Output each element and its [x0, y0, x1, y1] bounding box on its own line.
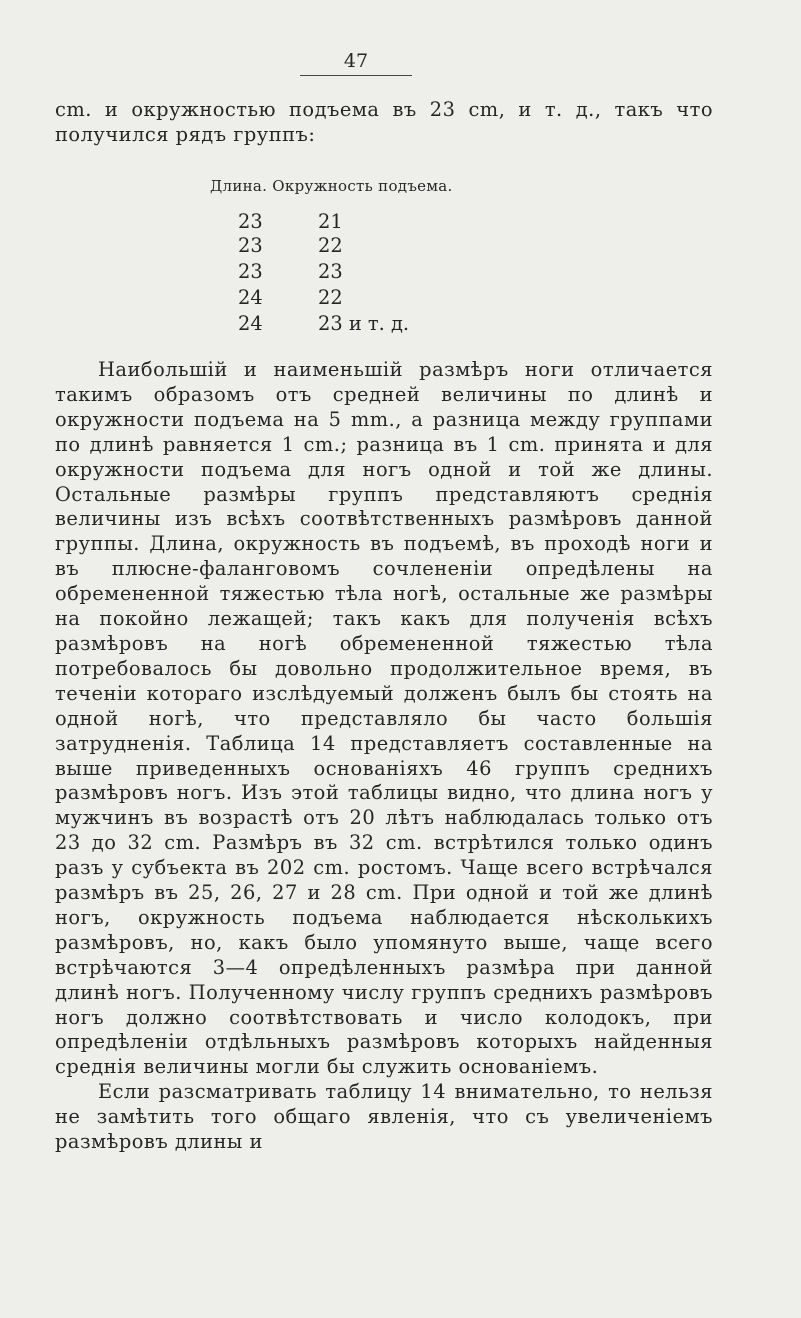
paragraph: Наибольшій и наименьшій размѣръ ноги отличается такимъ образомъ отъ средней величины по длинѣ и окружности подъема на 5 mm., а разница между группами по длинѣ равняется 1 cm.; разница въ 1 cm. принята и для окружности подъема для ногъ одной и той же длины. Остальные размѣры группъ представляютъ среднія величины изъ всѣхъ соотвѣтственныхъ размѣровъ данной группы. Длина, окружность въ подъемѣ, въ проходѣ ноги и въ плюсне-фаланговомъ сочлененіи опредѣлены на обремененной тяжестью тѣла ногѣ, остальные же размѣры на покойно лежащей; такъ какъ для полученія всѣхъ размѣровъ на ногѣ обремененной тяжестью тѣла потребовалось бы довольно продолжительное время, въ теченіи котораго изслѣдуемый долженъ былъ бы стоять на одной ногѣ, что представляло бы часто большія затрудненія. Таблица 14 представляетъ составленные на выше приведенныхъ основаніяхъ 46 группъ среднихъ размѣровъ ногъ. Изъ этой таблицы видно, что длина ногъ у мужчинъ въ возрастѣ отъ 20 лѣтъ наблюдалась только отъ 23 до 32 cm. Размѣръ въ 32 cm. встрѣтился только одинъ разъ у субъекта въ 202 cm. ростомъ. Чаще всего встрѣчался размѣръ въ 25, 26, 27 и 28 cm. При одной и той же длинѣ ногъ, окружность подъема наблюдается нѣсколькихъ размѣровъ, но, какъ было упомянуто выше, чаще всего встрѣчаются 3—4 опредѣленныхъ размѣра при данной длинѣ ногъ. Полученному числу группъ среднихъ размѣровъ ногъ должно соотвѣтствовать и число колодокъ, при опредѣленіи отдѣльныхъ размѣровъ которыхъ найденныя среднія величины могли бы служить основаніемъ. — [55, 358, 713, 1079]
length-cell: 24 — [238, 312, 263, 335]
length-cell: 23 — [238, 234, 263, 257]
table-header: Длина. Окружность подъема. — [210, 177, 453, 195]
intro-text: cm. и окружностью подъема въ 23 cm, и т. д., такъ что получился рядъ группъ: — [55, 98, 713, 146]
girth-cell: 22 — [318, 286, 343, 309]
length-cell: 23 — [238, 260, 263, 283]
body-text — [55, 358, 713, 1155]
length-cell: 23 — [238, 210, 263, 233]
paragraph: Если разсматривать таблицу 14 внимательно, то нельзя не замѣтить того общаго явленія, что съ увеличеніемъ размѣровъ длины и — [55, 1080, 713, 1154]
girth-cell: 22 — [318, 234, 343, 257]
girth-cell: 23 — [318, 260, 343, 283]
girth-cell: 21 — [318, 210, 343, 233]
table-row — [238, 286, 343, 310]
table-row — [238, 312, 409, 336]
table-row — [238, 210, 343, 234]
page-number: 47 — [300, 49, 412, 76]
table-row — [238, 234, 343, 258]
girth-cell: 23 и т. д. — [318, 312, 410, 335]
length-cell: 24 — [238, 286, 263, 309]
table-row — [238, 260, 343, 284]
